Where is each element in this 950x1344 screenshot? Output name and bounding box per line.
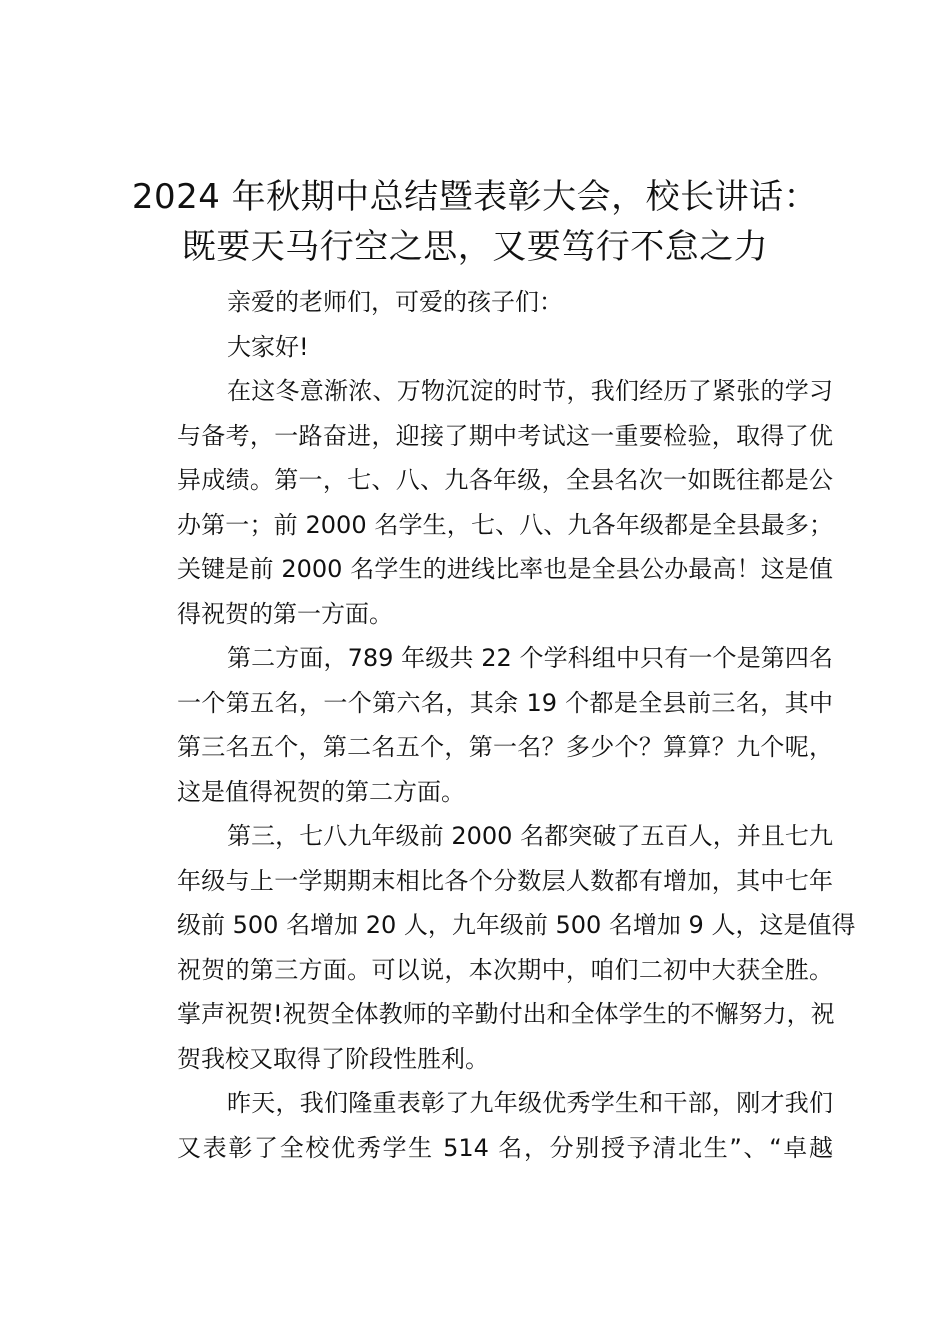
text-line: 得祝贺的第一方面。 [177, 599, 393, 628]
paragraph-first-aspect [127, 369, 833, 636]
paragraph-second-aspect [127, 636, 833, 814]
text-line: 掌声祝贺!祝贺全体教师的辛勤付出和全体学生的不懈努力，祝 [177, 1000, 835, 1028]
text-line: 祝贺的第三方面。可以说，本次期中，咱们二初中大获全胜。 [177, 955, 833, 984]
text-line: 异成绩。第一，七、八、九各年级，全县名次一如既往都是公 [177, 466, 833, 494]
text-line: 第三名五个，第二名五个，第一名？多少个？算算？九个呢， [177, 733, 833, 761]
paragraph-third-aspect [127, 814, 856, 1081]
text-line: 昨天，我们隆重表彰了九年级优秀学生和干部，刚才我们 [227, 1089, 833, 1117]
document-title [100, 172, 850, 272]
text-line: 关键是前 2000 名学生的进线比率也是全县公办最高！这是值 [177, 555, 833, 583]
text-line: 大家好! [227, 332, 309, 361]
paragraph-greeting [127, 325, 833, 370]
text-line: 亲爱的老师们，可爱的孩子们： [227, 288, 563, 316]
text-line: 又表彰了全校优秀学生 514 名，分别授予清北生”、“卓越 [177, 1133, 833, 1162]
text-line: 第三，七八九年级前 2000 名都突破了五百人，并且七九 [227, 822, 833, 850]
text-line: 第二方面，789 年级共 22 个学科组中只有一个是第四名 [227, 644, 833, 672]
title-line-1: 2024 年秋期中总结暨表彰大会，校长讲话： [131, 177, 819, 217]
text-line: 一个第五名，一个第六名，其余 19 个都是全县前三名，其中 [177, 688, 833, 717]
document-body [127, 280, 856, 1170]
text-line: 贺我校又取得了阶段性胜利。 [177, 1044, 489, 1073]
text-line: 办第一；前 2000 名学生，七、八、九各年级都是全县最多； [177, 510, 833, 539]
text-line: 级前 500 名增加 20 人，九年级前 500 名增加 9 人，这是值得 [177, 911, 856, 939]
paragraph-commendation [127, 1081, 833, 1170]
text-line: 在这冬意渐浓、万物沉淀的时节，我们经历了紧张的学习 [227, 377, 833, 405]
text-line: 与备考，一路奋进，迎接了期中考试这一重要检验，取得了优 [177, 421, 833, 450]
text-line: 这是值得祝贺的第二方面。 [177, 777, 465, 806]
paragraph-salutation [127, 280, 833, 325]
title-line-2: 既要天马行空之思，又要笃行不怠之力 [181, 227, 769, 267]
text-line: 年级与上一学期期末相比各个分数层人数都有增加，其中七年 [177, 866, 833, 895]
